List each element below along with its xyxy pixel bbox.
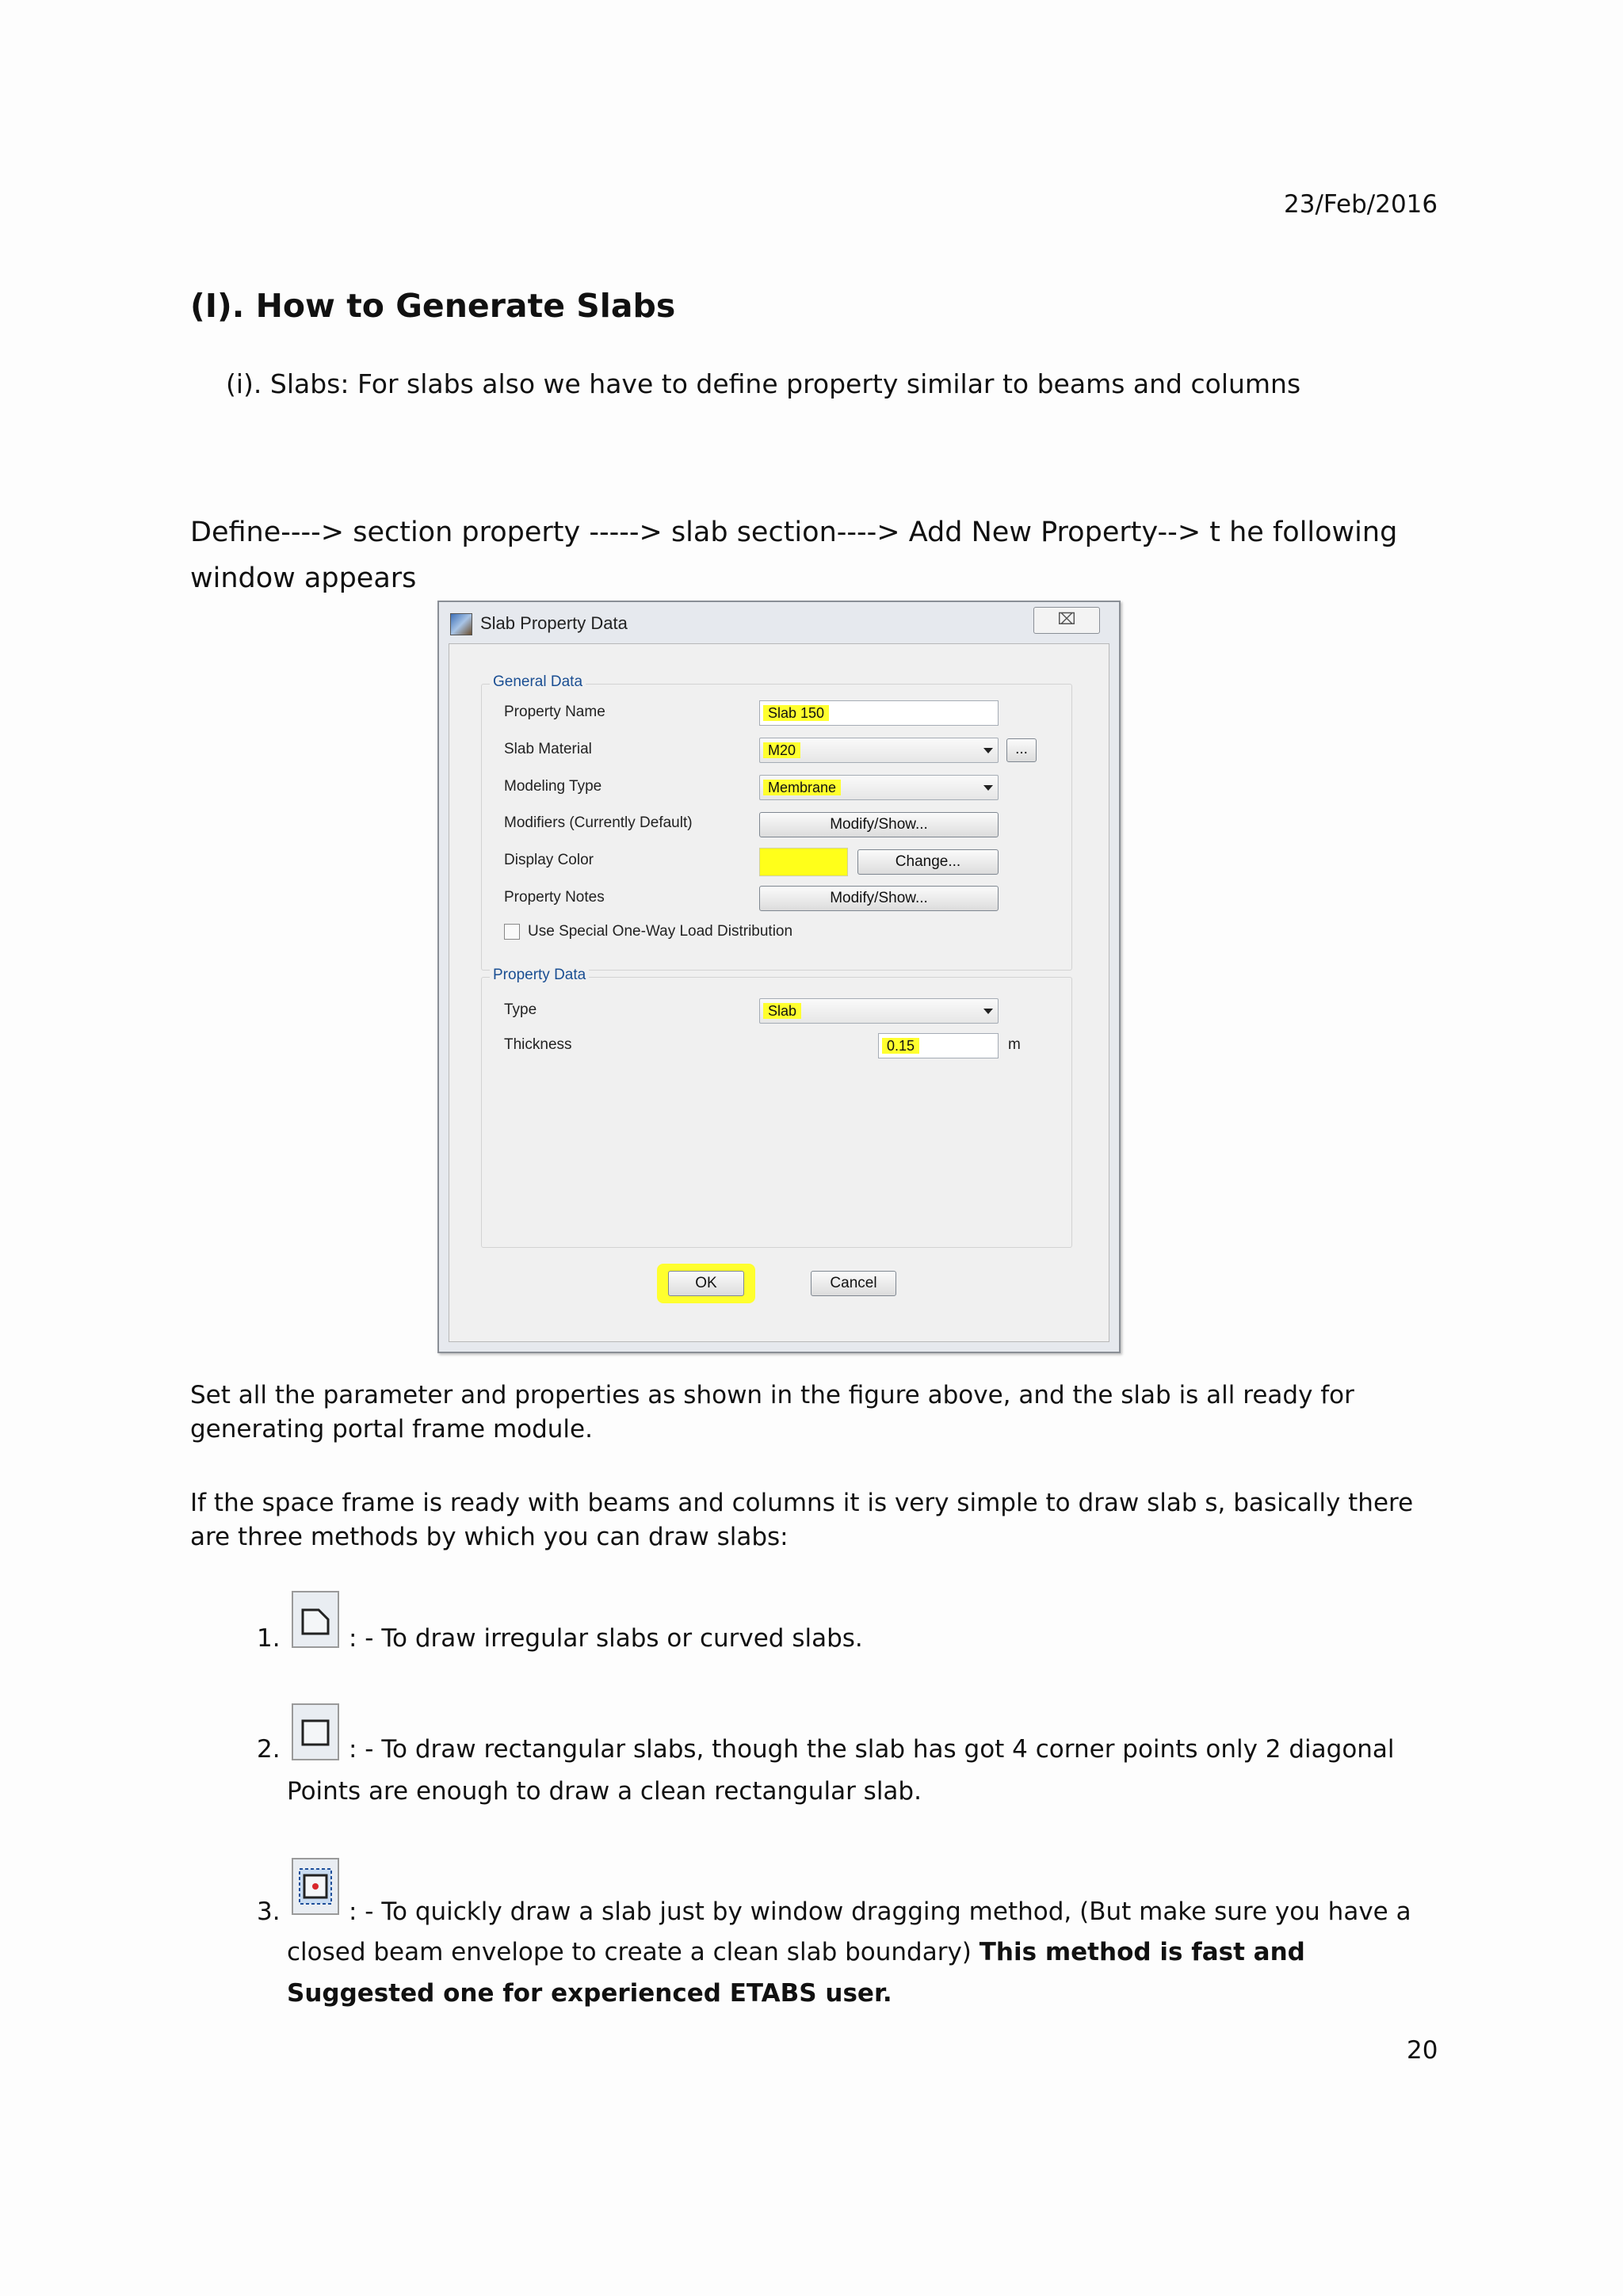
property-name-value: Slab 150	[763, 705, 829, 721]
modeling-type-select[interactable]	[759, 775, 999, 800]
method-1-number: 1.	[257, 1624, 281, 1653]
material-browse-button[interactable]: ...	[1006, 738, 1037, 762]
property-name-input[interactable]	[759, 700, 999, 726]
draw-polygon-slab-icon[interactable]	[292, 1591, 339, 1648]
define-path-text: Define----> section property -----> slab section----> Add New Property--> t he following window appears	[190, 517, 1398, 594]
notes-modify-button[interactable]: Modify/Show...	[759, 886, 999, 911]
modifiers-modify-button[interactable]: Modify/Show...	[759, 812, 999, 837]
cancel-button[interactable]: Cancel	[811, 1271, 896, 1296]
display-color-swatch[interactable]	[759, 848, 848, 876]
paragraph-set-parameters: Set all the parameter and properties as shown in the figure above, and the slab is all ready for generating portal frame module.	[190, 1381, 1354, 1444]
document-date: 23/Feb/2016	[1284, 190, 1438, 219]
intro-text: (i). Slabs: For slabs also we have to define property similar to beams and columns	[226, 368, 1301, 399]
quick-draw-slab-icon[interactable]	[292, 1858, 339, 1915]
close-button[interactable]: ⌧	[1033, 607, 1100, 634]
section-heading: (I). How to Generate Slabs	[190, 287, 676, 325]
draw-rectangle-slab-icon[interactable]	[292, 1703, 339, 1760]
polygon-slab-glyph	[293, 1592, 338, 1646]
thickness-value: 0.15	[882, 1038, 919, 1054]
ok-button[interactable]: OK	[668, 1271, 744, 1296]
chevron-down-icon	[983, 785, 993, 791]
change-color-button[interactable]: Change...	[857, 849, 999, 875]
method-3-text-bold: This method is fast and	[979, 1938, 1305, 1966]
page-number: 20	[1407, 2036, 1438, 2065]
chevron-down-icon	[983, 1009, 993, 1014]
thickness-label: Thickness	[504, 1036, 572, 1053]
etabs-app-icon	[450, 613, 472, 635]
slab-material-value: M20	[763, 742, 800, 758]
method-3-text: : - To quickly draw a slab just by window dragging method, (But make sure you have a	[349, 1897, 1411, 1926]
paragraph-three-methods: If the space frame is ready with beams and columns it is very simple to draw slab s, basically there are three methods by which you can draw slabs:	[190, 1489, 1414, 1551]
modifiers-label: Modifiers (Currently Default)	[504, 814, 693, 831]
thickness-input[interactable]	[878, 1033, 999, 1058]
method-3-text-bold-cont: Suggested one for experienced ETABS user.	[287, 1979, 892, 2008]
dialog-title: Slab Property Data	[480, 613, 628, 633]
property-data-title: Property Data	[490, 967, 589, 984]
property-name-label: Property Name	[504, 704, 605, 720]
type-select[interactable]	[759, 998, 999, 1024]
thickness-unit: m	[1008, 1036, 1021, 1053]
method-2-text-cont: Points are enough to draw a clean rectangular slab.	[287, 1777, 922, 1806]
rectangle-slab-glyph	[293, 1705, 338, 1759]
slab-property-dialog	[437, 601, 1121, 1353]
one-way-load-checkbox[interactable]	[504, 924, 520, 940]
general-data-title: General Data	[490, 673, 586, 691]
method-3-number: 3.	[257, 1897, 281, 1926]
property-data-group	[481, 967, 1072, 1248]
method-3-text-cont	[287, 1932, 1412, 1973]
one-way-load-label: Use Special One-Way Load Distribution	[528, 923, 793, 940]
modeling-type-label: Modeling Type	[504, 778, 602, 795]
dialog-body	[449, 643, 1109, 1342]
general-data-group	[481, 673, 1072, 971]
quick-draw-slab-glyph	[293, 1859, 338, 1913]
slab-material-label: Slab Material	[504, 741, 592, 757]
slab-material-select[interactable]	[759, 738, 999, 763]
method-3-text-plain: closed beam envelope to create a clean slab boundary)	[287, 1938, 980, 1966]
modeling-type-value: Membrane	[763, 780, 841, 795]
dialog-titlebar	[439, 602, 1119, 643]
property-notes-label: Property Notes	[504, 889, 605, 906]
type-label: Type	[504, 1001, 537, 1018]
method-1-text: : - To draw irregular slabs or curved slabs.	[349, 1624, 863, 1653]
chevron-down-icon	[983, 748, 993, 753]
method-2-text: : - To draw rectangular slabs, though the slab has got 4 corner points only 2 diagonal	[349, 1735, 1395, 1764]
type-value: Slab	[763, 1003, 801, 1019]
method-2-number: 2.	[257, 1735, 281, 1764]
display-color-label: Display Color	[504, 852, 594, 868]
